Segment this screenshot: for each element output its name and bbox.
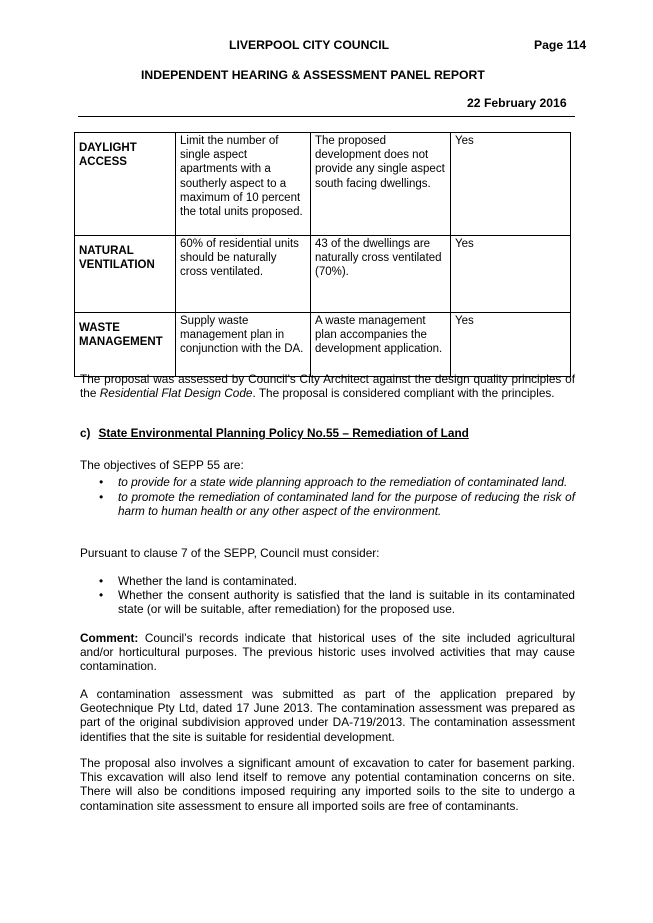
requirement-cell: Supply waste management plan in conjunction with the DA. (176, 313, 311, 377)
design-requirements-table (74, 132, 571, 377)
row-heading: WASTE MANAGEMENT (75, 313, 176, 377)
list-item (80, 574, 575, 588)
council-name: LIVERPOOL CITY COUNCIL (229, 38, 390, 52)
table-row (75, 313, 571, 377)
table-row (75, 236, 571, 313)
bullet-icon: • (99, 475, 104, 489)
list-item (80, 475, 575, 489)
header-rule (78, 116, 575, 117)
design-code-title: Residential Flat Design Code (99, 386, 253, 401)
compliance-cell: Yes (451, 313, 571, 377)
requirement-cell: Limit the number of single aspect apartments with a southerly aspect to a maximum of 10 percent the total units proposed. (176, 133, 311, 236)
compliance-cell: Yes (451, 133, 571, 236)
objectives-list (80, 475, 575, 519)
list-item (80, 588, 575, 616)
proposal-cell: A waste management plan accompanies the development application. (311, 313, 451, 377)
architect-assessment-paragraph (80, 372, 575, 400)
table-row (75, 133, 571, 236)
p1-text-start: The proposal was assessed by Council’s City Architect against the design quality principles of the (80, 372, 575, 401)
contamination-assessment-paragraph: A contamination assessment was submitted as part of the application prepared by Geotechnique Pty Ltd, dated 17 June 2013. The contamination assessment was prepared as part of the original subdivision approved under DA-719/2013. The contamination assessment identifies that the site is suitable for residential development. (80, 687, 575, 744)
comment-text: Council’s records indicate that historical uses of the site included agricultural and/or horticultural purposes. The previous historic uses involved activities that may cause contamination. (80, 631, 575, 674)
objectives-intro: The objectives of SEPP 55 are: (80, 458, 244, 472)
section-c-heading (80, 426, 575, 440)
comment-label: Comment: (80, 631, 139, 645)
bullet-icon: • (99, 574, 104, 588)
section-c-label: c) (80, 426, 91, 440)
consideration-text: Whether the consent authority is satisfied that the land is suitable in its contaminated state (or will be suitable, after remediation) for the proposed use. (118, 588, 575, 617)
objective-text: to promote the remediation of contaminated land for the purpose of reducing the risk of harm to human health or any other aspect of the environment. (118, 490, 575, 519)
compliance-cell: Yes (451, 236, 571, 313)
row-heading: DAYLIGHT ACCESS (75, 133, 176, 236)
considerations-list (80, 574, 575, 617)
report-date: 22 February 2016 (467, 96, 567, 110)
proposal-cell: 43 of the dwellings are naturally cross ventilated (70%). (311, 236, 451, 313)
consideration-text: Whether the land is contaminated. (118, 574, 298, 588)
excavation-paragraph: The proposal also involves a significant amount of excavation to cater for basement parking. This excavation will also lend itself to remove any potential contamination concerns on site. There will also be conditions imposed requiring any imported soils to the site to undergo a contamination site assessment to ensure all imported soils are free of contaminants. (80, 756, 575, 813)
bullet-icon: • (99, 490, 104, 505)
report-title: INDEPENDENT HEARING & ASSESSMENT PANEL REPORT (141, 68, 485, 82)
objective-text: to provide for a state wide planning approach to the remediation of contaminated land. (118, 475, 568, 489)
section-c-title: State Environmental Planning Policy No.55 – Remediation of Land (98, 426, 469, 440)
requirement-cell: 60% of residential units should be naturally cross ventilated. (176, 236, 311, 313)
page-number: Page 114 (534, 38, 587, 52)
bullet-icon: • (99, 588, 104, 603)
pursuant-paragraph: Pursuant to clause 7 of the SEPP, Council must consider: (80, 546, 380, 560)
list-item (80, 490, 575, 518)
comment-paragraph (80, 631, 575, 674)
p1-text-end: . The proposal is considered compliant with the principles. (252, 386, 555, 401)
row-heading: NATURAL VENTILATION (75, 236, 176, 313)
proposal-cell: The proposed development does not provide any single aspect south facing dwellings. (311, 133, 451, 236)
